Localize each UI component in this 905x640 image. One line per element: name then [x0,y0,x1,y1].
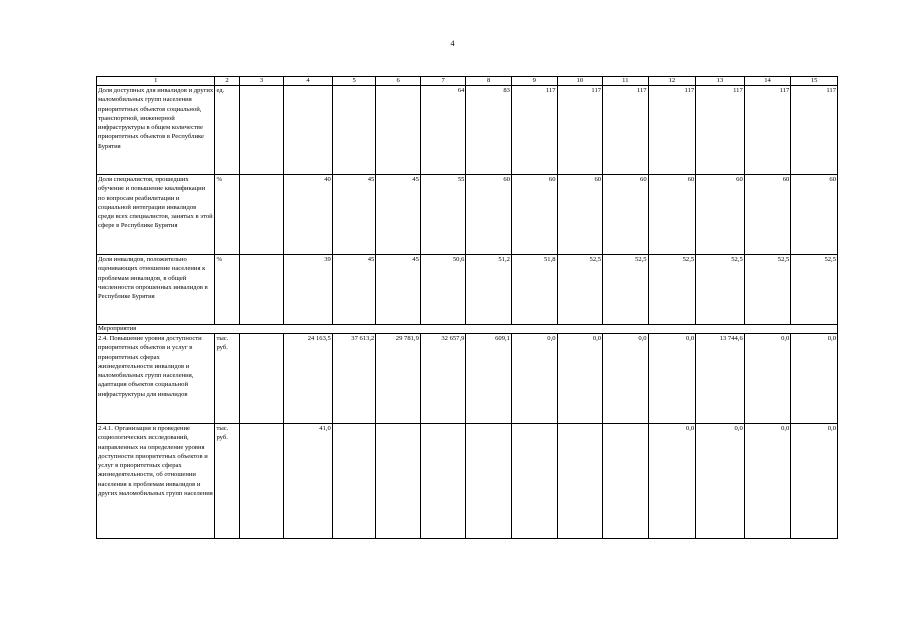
value-cell [332,86,376,175]
value-cell [466,424,512,539]
header-cell: 5 [332,77,376,86]
value-cell: 0,0 [791,424,838,539]
value-cell [239,86,284,175]
value-cell: 0,0 [557,334,603,424]
value-cell: 52,5 [696,255,745,325]
header-cell: 9 [511,77,557,86]
value-cell: 0,0 [696,424,745,539]
value-cell: 609,1 [466,334,512,424]
value-cell [603,424,649,539]
value-cell [239,255,284,325]
indicator-name: Доля доступных для инвалидов и других маломобильных групп населения приоритетных объектов социальной, транспортной, инженерной инфраструктуры в общем количестве приоритетных объектов в Республике Бурятия [97,86,215,175]
value-cell: 0,0 [603,334,649,424]
value-cell: 117 [744,86,791,175]
value-cell: 83 [466,86,512,175]
section-heading: Мероприятия [97,325,838,334]
header-cell: 6 [376,77,421,86]
value-cell: 45 [376,255,421,325]
value-cell: 39 [284,255,333,325]
header-cell: 14 [744,77,791,86]
value-cell: 40 [284,175,333,255]
section-row [97,325,838,334]
value-cell: 50,6 [420,255,466,325]
value-cell [284,86,333,175]
value-cell: 60 [466,175,512,255]
value-cell: 60 [696,175,745,255]
value-cell: 51,2 [466,255,512,325]
value-cell: 13 744,6 [696,334,745,424]
value-cell [376,86,421,175]
value-cell: 45 [376,175,421,255]
value-cell: 64 [420,86,466,175]
value-cell [557,424,603,539]
header-cell: 1 [97,77,215,86]
value-cell: 0,0 [511,334,557,424]
header-cell: 13 [696,77,745,86]
indicator-name: Доля специалистов, прошедших обучение и повышение квалификации по вопросам реабилитации и социальной интеграции инвалидов среди всех специалистов, занятых в этой сфере в Республике Бурятия [97,175,215,255]
value-cell: 29 781,9 [376,334,421,424]
value-cell: 52,5 [648,255,696,325]
value-cell [376,424,421,539]
value-cell [239,175,284,255]
value-cell: 0,0 [648,334,696,424]
value-cell: 117 [696,86,745,175]
header-cell: 7 [420,77,466,86]
table-row [97,86,838,175]
unit-cell: тыс. руб. [215,334,239,424]
value-cell: 37 613,2 [332,334,376,424]
header-cell: 4 [284,77,333,86]
header-cell: 11 [603,77,649,86]
value-cell: 0,0 [791,334,838,424]
value-cell: 60 [557,175,603,255]
value-cell [420,424,466,539]
table-row [97,334,838,424]
unit-cell: % [215,175,239,255]
value-cell: 60 [603,175,649,255]
table-row [97,175,838,255]
value-cell: 117 [557,86,603,175]
header-cell: 10 [557,77,603,86]
value-cell: 0,0 [648,424,696,539]
value-cell [332,424,376,539]
value-cell: 60 [791,175,838,255]
value-cell: 52,5 [557,255,603,325]
header-cell: 3 [239,77,284,86]
value-cell [239,334,284,424]
value-cell: 41,0 [284,424,333,539]
unit-cell: тыс. руб. [215,424,239,539]
header-cell: 2 [215,77,239,86]
header-cell: 12 [648,77,696,86]
value-cell: 24 163,5 [284,334,333,424]
data-table [96,76,838,539]
header-cell: 15 [791,77,838,86]
value-cell: 32 657,9 [420,334,466,424]
table-row [97,255,838,325]
header-row [97,77,838,86]
indicator-name: Доля инвалидов, положительно оценивающих отношение населения к проблемам инвалидов, в общей численности опрошенных инвалидов в Республике Бурятия [97,255,215,325]
value-cell: 0,0 [744,424,791,539]
value-cell: 117 [511,86,557,175]
value-cell [511,424,557,539]
value-cell [239,424,284,539]
value-cell: 117 [603,86,649,175]
value-cell: 60 [511,175,557,255]
value-cell: 60 [648,175,696,255]
value-cell: 117 [791,86,838,175]
page-number: 4 [450,39,455,48]
value-cell: 55 [420,175,466,255]
value-cell: 0,0 [744,334,791,424]
unit-cell: % [215,255,239,325]
value-cell: 52,5 [603,255,649,325]
value-cell: 52,5 [791,255,838,325]
value-cell: 117 [648,86,696,175]
value-cell: 45 [332,175,376,255]
measure-name: 2.4.1. Организация и проведение социологических исследований, направленных на определение уровня доступности приоритетных объектов и услуг в приоритетных сферах жизнедеятельности, об отношении населения к проблемам инвалидов и других маломобильных групп населения [97,424,215,539]
value-cell: 51,8 [511,255,557,325]
unit-cell: ед. [215,86,239,175]
measure-name: 2.4. Повышение уровня доступности приоритетных объектов и услуг в приоритетных сферах жизнедеятельности инвалидов и маломобильных групп населения, адаптация объектов социальной инфраструктуры для инвалидов [97,334,215,424]
value-cell: 52,5 [744,255,791,325]
table-row [97,424,838,539]
value-cell: 60 [744,175,791,255]
value-cell: 45 [332,255,376,325]
header-cell: 8 [466,77,512,86]
